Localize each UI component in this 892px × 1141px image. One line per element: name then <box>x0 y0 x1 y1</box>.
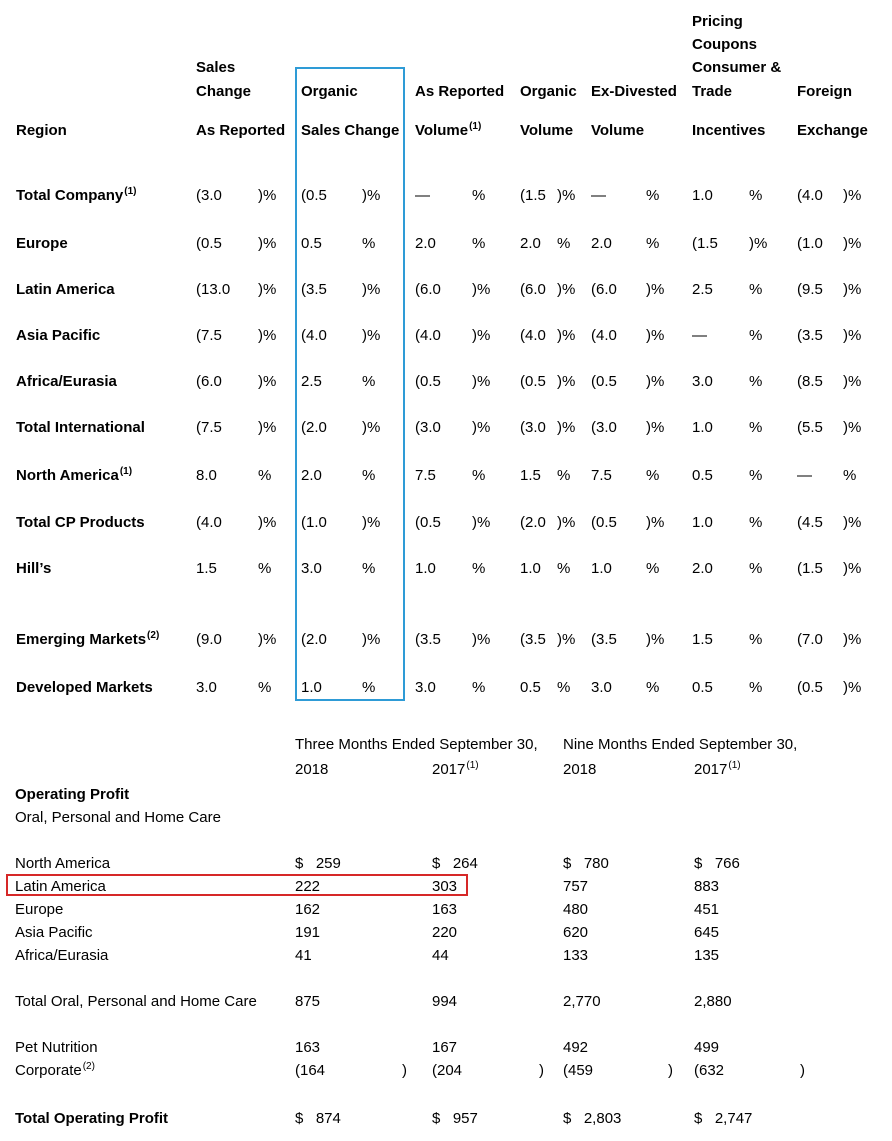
table-cell: )% <box>472 419 491 436</box>
table-cell: )% <box>362 281 381 298</box>
header-pricing-line5: Incentives <box>692 122 766 139</box>
table-cell: (3.5 <box>797 327 823 344</box>
row-label: Total Company$^{(1)}$ <box>16 186 137 204</box>
table-cell: 451 <box>694 901 720 918</box>
table-cell: 2.0 <box>591 235 612 252</box>
table-cell: )% <box>557 514 576 531</box>
table-cell: % <box>557 679 571 696</box>
table-cell: % <box>472 235 486 252</box>
table-cell: 1.0 <box>692 419 713 436</box>
table-cell: 2.0 <box>301 467 322 484</box>
row-label: Latin America <box>16 281 115 298</box>
table-cell: )% <box>472 327 491 344</box>
row-label: Pet Nutrition <box>15 1039 98 1056</box>
table-cell: (13.0 <box>196 281 231 298</box>
header-as-reported-volume-line1: As Reported <box>415 83 505 100</box>
table-cell: )% <box>843 187 862 204</box>
table-cell: (632 <box>694 1062 725 1079</box>
table-cell: (2.0 <box>301 631 327 648</box>
table-cell: 3.0 <box>415 679 436 696</box>
table-cell: (204 <box>432 1062 463 1079</box>
table-cell: )% <box>843 235 862 252</box>
table-cell: )% <box>646 419 665 436</box>
table-cell: (1.5 <box>797 560 823 577</box>
table-cell: 7.5 <box>415 467 436 484</box>
table-cell: % <box>749 560 763 577</box>
table-cell: % <box>646 560 660 577</box>
table-cell: (3.0 <box>415 419 441 436</box>
table-cell: — <box>591 187 606 204</box>
table-cell: )% <box>646 631 665 648</box>
header-foreign-exchange-line1: Foreign <box>797 83 852 100</box>
table-cell: — <box>692 327 707 344</box>
table-cell: 135 <box>694 947 720 964</box>
table-cell: $ 957 <box>432 1110 478 1127</box>
header-organic-line1: Organic <box>301 83 358 100</box>
table-cell: )% <box>843 560 862 577</box>
table-cell: 44 <box>432 947 449 964</box>
header-pricing-line3: Consumer & <box>692 59 782 76</box>
table-cell: 0.5 <box>301 235 322 252</box>
row-label: Total CP Products <box>16 514 145 531</box>
table-cell: (4.0 <box>301 327 327 344</box>
table-cell: % <box>258 467 272 484</box>
header-ex-divested-line1: Ex-Divested <box>591 83 677 100</box>
table-cell: % <box>749 679 763 696</box>
table-cell: 1.0 <box>301 679 322 696</box>
header-as-reported-volume-line2: Volume$^{(1)}$ <box>415 121 482 139</box>
table-cell: (4.0 <box>415 327 441 344</box>
table-cell: (3.5 <box>415 631 441 648</box>
table-cell: )% <box>749 235 768 252</box>
table-cell: (3.0 <box>591 419 617 436</box>
table-cell: )% <box>646 514 665 531</box>
row-label: Europe <box>16 235 68 252</box>
table-cell: )% <box>843 514 862 531</box>
footnote-mark: (2) <box>82 1061 95 1072</box>
table-cell: )% <box>362 327 381 344</box>
table-cell: 163 <box>295 1039 321 1056</box>
row-label: Latin America <box>15 878 106 895</box>
table-cell: )% <box>557 419 576 436</box>
table-cell: )% <box>258 373 277 390</box>
table-cell: )% <box>557 187 576 204</box>
table-cell: 3.0 <box>301 560 322 577</box>
table-cell: )% <box>258 514 277 531</box>
table-cell: 2.0 <box>415 235 436 252</box>
table-cell: % <box>843 467 857 484</box>
table-cell: )% <box>472 281 491 298</box>
table-cell: % <box>749 281 763 298</box>
table-cell: 757 <box>563 878 589 895</box>
table-cell: )% <box>843 419 862 436</box>
table-cell: )% <box>557 373 576 390</box>
header-sales-change-line1: Sales <box>196 59 236 76</box>
table-cell: )% <box>557 631 576 648</box>
table-cell: )% <box>362 631 381 648</box>
table-cell: 0.5 <box>520 679 541 696</box>
table-cell: % <box>646 187 660 204</box>
footnote-mark: (1) <box>119 466 133 477</box>
table-cell: (9.5 <box>797 281 823 298</box>
table-cell: )% <box>472 373 491 390</box>
footnote-mark: (2) <box>147 630 160 641</box>
table-cell: 3.0 <box>196 679 217 696</box>
table-cell: $ 2,803 <box>563 1110 622 1127</box>
table-cell: (1.5 <box>692 235 718 252</box>
table-cell: )% <box>646 373 665 390</box>
table-cell: 620 <box>563 924 589 941</box>
header-three-months-2017: 2017$^{(1)}$ <box>432 760 479 778</box>
table-cell: (459 <box>563 1062 594 1079</box>
table-cell: % <box>362 467 376 484</box>
table-cell: (3.0 <box>520 419 546 436</box>
table-cell: (6.0 <box>415 281 441 298</box>
table-cell: 1.0 <box>415 560 436 577</box>
table-cell: (7.0 <box>797 631 823 648</box>
header-organic-volume-line1: Organic <box>520 83 577 100</box>
header-footnote-mark: (1) <box>469 121 482 132</box>
table-cell: 162 <box>295 901 321 918</box>
table-cell: 1.0 <box>692 514 713 531</box>
table-cell: 492 <box>563 1039 589 1056</box>
table-cell: 1.0 <box>520 560 541 577</box>
header-organic-line2: Sales Change <box>301 122 400 139</box>
table-cell: 191 <box>295 924 321 941</box>
table-cell: % <box>646 679 660 696</box>
table-cell: $ 780 <box>563 855 609 872</box>
table-cell: % <box>646 467 660 484</box>
table-cell: % <box>557 560 571 577</box>
header-nine-months-2017: 2017$^{(1)}$ <box>694 760 741 778</box>
section-title: Operating Profit <box>15 786 130 803</box>
table-cell: 2,770 <box>563 993 601 1010</box>
table-cell: (5.5 <box>797 419 823 436</box>
table-cell: (3.5 <box>591 631 617 648</box>
table-cell: )% <box>258 235 277 252</box>
table-cell: )% <box>362 514 381 531</box>
table-cell: (8.5 <box>797 373 823 390</box>
row-label: Africa/Eurasia <box>16 373 117 390</box>
table-cell: % <box>749 467 763 484</box>
table-cell: — <box>797 467 812 484</box>
table-cell: (2.0 <box>520 514 546 531</box>
header-organic-volume-line2: Volume <box>520 122 574 139</box>
table-cell: 41 <box>295 947 312 964</box>
header-pricing-line4: Trade <box>692 83 733 100</box>
table-cell: % <box>362 235 376 252</box>
row-label: Africa/Eurasia <box>15 947 109 964</box>
table-cell: (6.0 <box>196 373 222 390</box>
table-cell: (0.5 <box>797 679 823 696</box>
table-cell: 0.5 <box>692 467 713 484</box>
row-label: Total International <box>16 419 145 436</box>
table-cell: % <box>557 235 571 252</box>
table-cell: % <box>362 560 376 577</box>
table-cell: 8.0 <box>196 467 217 484</box>
table-cell: 167 <box>432 1039 458 1056</box>
table-cell: (9.0 <box>196 631 222 648</box>
closing-paren: ) <box>800 1062 805 1079</box>
table-cell: % <box>557 467 571 484</box>
table-cell: (0.5 <box>591 514 617 531</box>
row-label: Corporate$^{(2)}$ <box>15 1061 95 1079</box>
table-cell: )% <box>843 679 862 696</box>
table-cell: )% <box>843 373 862 390</box>
table-cell: (4.0 <box>591 327 617 344</box>
table-cell: $ 259 <box>295 855 341 872</box>
header-sales-change-line2: Change <box>196 83 252 100</box>
table-cell: % <box>749 631 763 648</box>
table-cell: (7.5 <box>196 419 222 436</box>
table-cell: % <box>472 560 486 577</box>
table-cell: )% <box>472 514 491 531</box>
closing-paren: ) <box>539 1062 544 1079</box>
table-cell: )% <box>472 631 491 648</box>
table-cell: 2.0 <box>520 235 541 252</box>
row-label: Developed Markets <box>16 679 153 696</box>
table-cell: (1.5 <box>520 187 546 204</box>
table-cell: (6.0 <box>591 281 617 298</box>
table-cell: (0.5 <box>196 235 222 252</box>
table-cell: (2.0 <box>301 419 327 436</box>
row-label: Asia Pacific <box>15 924 93 941</box>
table-cell: 3.0 <box>692 373 713 390</box>
footnote-mark: (1) <box>124 186 137 197</box>
row-label: Emerging Markets$^{(2)}$ <box>16 630 160 648</box>
row-label: North America$^{(1)}$ <box>16 466 133 484</box>
row-label: Asia Pacific <box>16 327 101 344</box>
table-cell: )% <box>362 419 381 436</box>
table-cell: 303 <box>432 878 458 895</box>
table-cell: 480 <box>563 901 589 918</box>
header-nine-months-2018: 2018 <box>563 761 597 778</box>
table-cell: 2,880 <box>694 993 732 1010</box>
header-region: Region <box>16 122 67 139</box>
table-cell: % <box>258 560 272 577</box>
table-cell: (1.0 <box>301 514 327 531</box>
table-cell: (0.5 <box>591 373 617 390</box>
table-cell: (4.0 <box>797 187 823 204</box>
closing-paren: ) <box>402 1062 407 1079</box>
header-three-months: Three Months Ended September 30, <box>295 736 538 753</box>
table-cell: % <box>749 419 763 436</box>
table-cell: )% <box>557 327 576 344</box>
table-cell: 133 <box>563 947 589 964</box>
table-cell: )% <box>557 281 576 298</box>
row-label: North America <box>15 855 111 872</box>
table-cell: 2.5 <box>301 373 322 390</box>
table-cell: 1.5 <box>520 467 541 484</box>
table-cell: $ 2,747 <box>694 1110 753 1127</box>
table-cell: % <box>362 679 376 696</box>
table-cell: 2.0 <box>692 560 713 577</box>
table-cell: 499 <box>694 1039 720 1056</box>
header-pricing-line1: Pricing <box>692 13 743 30</box>
table-cell: $ 766 <box>694 855 740 872</box>
row-label: Total Oral, Personal and Home Care <box>15 993 257 1010</box>
table-cell: (3.5 <box>301 281 327 298</box>
row-label: Total Operating Profit <box>15 1110 169 1127</box>
table-cell: 163 <box>432 901 458 918</box>
closing-paren: ) <box>668 1062 673 1079</box>
table-cell: 0.5 <box>692 679 713 696</box>
table-cell: 1.5 <box>692 631 713 648</box>
table-cell: % <box>362 373 376 390</box>
table-cell: % <box>472 187 486 204</box>
header-pricing-line2: Coupons <box>692 36 757 53</box>
table-cell: % <box>472 679 486 696</box>
header-ex-divested-line2: Volume <box>591 122 645 139</box>
table-cell: )% <box>258 327 277 344</box>
table-cell: % <box>749 187 763 204</box>
table-cell: 2.5 <box>692 281 713 298</box>
table-cell: )% <box>843 327 862 344</box>
table-cell: 1.0 <box>591 560 612 577</box>
header-foreign-exchange-line2: Exchange <box>797 122 868 139</box>
header-nine-months: Nine Months Ended September 30, <box>563 736 798 753</box>
table-cell: % <box>258 679 272 696</box>
table-cell: 3.0 <box>591 679 612 696</box>
table-cell: % <box>472 467 486 484</box>
row-label: Europe <box>15 901 64 918</box>
table-cell: 220 <box>432 924 458 941</box>
table-cell: (0.5 <box>520 373 546 390</box>
table-cell: )% <box>646 281 665 298</box>
table-cell: (1.0 <box>797 235 823 252</box>
table-cell: % <box>749 373 763 390</box>
table-cell: )% <box>258 281 277 298</box>
table-cell: (6.0 <box>520 281 546 298</box>
table-cell: $ 264 <box>432 855 478 872</box>
table-cell: % <box>646 235 660 252</box>
table-cell: % <box>749 327 763 344</box>
table-cell: )% <box>843 281 862 298</box>
table-cell: 875 <box>295 993 321 1010</box>
table-cell: (0.5 <box>415 373 441 390</box>
table-cell: 883 <box>694 878 720 895</box>
table-cell: (4.5 <box>797 514 823 531</box>
table-cell: )% <box>258 187 277 204</box>
table-cell: — <box>415 187 430 204</box>
table-cell: )% <box>362 187 381 204</box>
table-cell: )% <box>646 327 665 344</box>
table-cell: 1.0 <box>692 187 713 204</box>
table-cell: (3.5 <box>520 631 546 648</box>
header-sales-change-line3: As Reported <box>196 122 286 139</box>
table-cell: 994 <box>432 993 458 1010</box>
table-cell: % <box>749 514 763 531</box>
header-three-months-2018: 2018 <box>295 761 329 778</box>
table-cell: (0.5 <box>301 187 327 204</box>
table-cell: (4.0 <box>520 327 546 344</box>
table-cell: )% <box>843 631 862 648</box>
table-cell: 222 <box>295 878 321 895</box>
table-cell: (3.0 <box>196 187 222 204</box>
table-cell: )% <box>258 419 277 436</box>
table-cell: (164 <box>295 1062 326 1079</box>
row-label: Hill’s <box>16 560 52 577</box>
table-cell: $ 874 <box>295 1110 341 1127</box>
table-cell: (0.5 <box>415 514 441 531</box>
table-cell: (4.0 <box>196 514 222 531</box>
table-cell: 7.5 <box>591 467 612 484</box>
table-cell: 1.5 <box>196 560 217 577</box>
section-subtitle: Oral, Personal and Home Care <box>15 809 221 826</box>
table-cell: (7.5 <box>196 327 222 344</box>
table-cell: )% <box>258 631 277 648</box>
table-cell: 645 <box>694 924 720 941</box>
